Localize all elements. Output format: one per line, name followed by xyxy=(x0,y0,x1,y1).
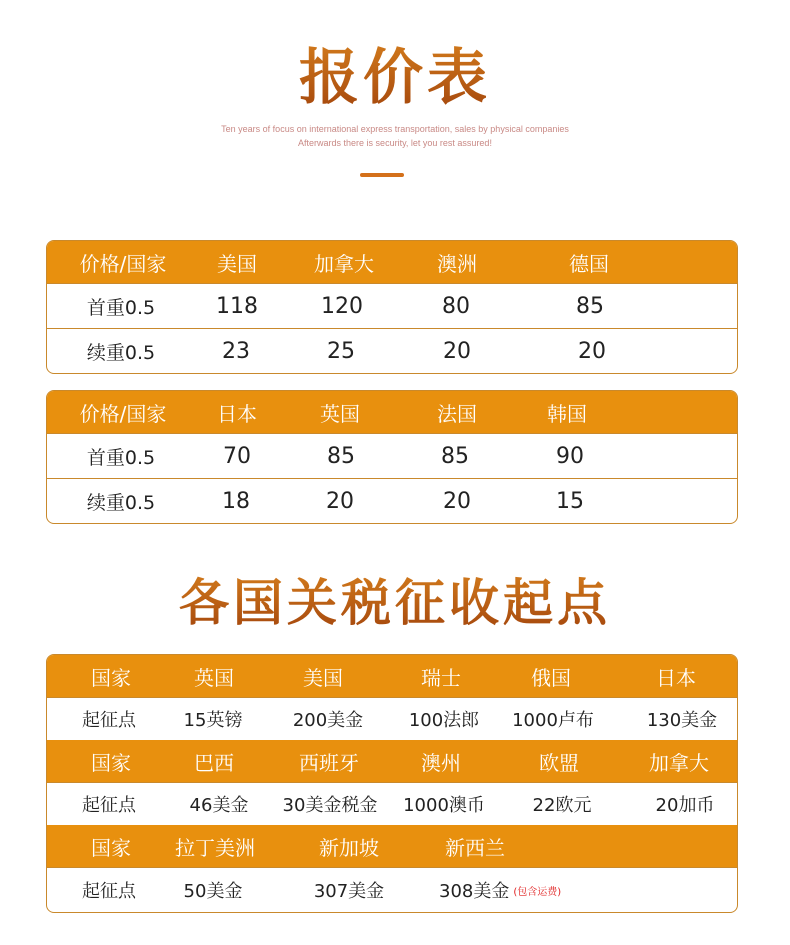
header-cell: 拉丁美洲 xyxy=(175,835,255,860)
row-label: 续重0.5 xyxy=(86,491,156,514)
subtitle-line-2: Afterwards there is security, let you rest assured! xyxy=(298,138,492,148)
table-cell: 46美金 xyxy=(189,795,249,816)
table-cell: 90 xyxy=(556,443,584,469)
table-cell: 22欧元 xyxy=(532,795,592,816)
table-cell: 30美金税金 xyxy=(282,795,378,816)
table-cell: 18 xyxy=(222,488,250,514)
header-cell: 俄国 xyxy=(531,665,571,690)
header-cell: 新加坡 xyxy=(319,835,379,860)
header-cell: 西班牙 xyxy=(299,750,359,775)
header-cell: 加拿大 xyxy=(314,251,374,276)
row-label: 起征点 xyxy=(82,881,136,902)
shipping-included-note: (包含运费) xyxy=(513,886,562,898)
header-cell: 澳州 xyxy=(421,750,461,775)
price-table-1 xyxy=(46,240,738,374)
header-cell: 巴西 xyxy=(194,750,234,775)
header-cell: 澳洲 xyxy=(437,251,477,276)
table-row xyxy=(47,478,737,523)
row-label: 续重0.5 xyxy=(86,341,156,364)
row-label: 起征点 xyxy=(82,795,136,816)
table-cell: 85 xyxy=(327,443,355,469)
header-cell: 价格/国家 xyxy=(79,401,167,426)
row-label: 首重0.5 xyxy=(86,296,156,319)
table-cell: 15英镑 xyxy=(183,710,243,731)
header-cell: 韩国 xyxy=(547,401,587,426)
row-label: 首重0.5 xyxy=(86,446,156,469)
header-cell: 日本 xyxy=(656,665,696,690)
table-cell: 80 xyxy=(442,293,470,319)
row-label: 起征点 xyxy=(82,710,136,731)
header-cell: 英国 xyxy=(320,401,360,426)
table-cell: 20 xyxy=(443,488,471,514)
table-cell: 50美金 xyxy=(183,881,243,902)
header-cell: 国家 xyxy=(91,750,131,775)
table-row xyxy=(47,328,737,373)
table-cell: 200美金 xyxy=(292,710,364,731)
table-row xyxy=(47,867,737,912)
header-cell: 美国 xyxy=(217,251,257,276)
table-cell: 70 xyxy=(223,443,251,469)
table-cell: 307美金 xyxy=(313,881,385,902)
table-cell: 25 xyxy=(327,338,355,364)
header-cell: 新西兰 xyxy=(445,835,505,860)
header-cell: 日本 xyxy=(217,401,257,426)
table-cell: 20 xyxy=(578,338,606,364)
table-cell: 20加币 xyxy=(655,795,715,816)
table-cell: 118 xyxy=(216,293,258,319)
section-title-tax: 各国关税征收起点 xyxy=(0,563,790,635)
table-row xyxy=(47,697,737,740)
table-cell: 1000卢布 xyxy=(512,710,594,731)
header-cell: 美国 xyxy=(303,665,343,690)
table-cell: 1000澳币 xyxy=(403,795,485,816)
tax-threshold-table xyxy=(46,654,738,913)
table-cell: 23 xyxy=(222,338,250,364)
table-header-row xyxy=(47,241,737,283)
header-cell: 英国 xyxy=(194,665,234,690)
table-cell: 20 xyxy=(326,488,354,514)
header-cell: 德国 xyxy=(569,251,609,276)
table-row xyxy=(47,283,737,328)
subtitle-line-1: Ten years of focus on international express transportation, sales by physical companies xyxy=(221,124,569,134)
table-cell: 100法郎 xyxy=(408,710,480,731)
table-cell: 120 xyxy=(321,293,363,319)
header-cell: 法国 xyxy=(437,401,477,426)
header-cell: 价格/国家 xyxy=(79,251,167,276)
table-header-row xyxy=(47,740,737,782)
table-cell: 130美金 xyxy=(646,710,718,731)
table-header-row xyxy=(47,825,737,867)
table-cell: 20 xyxy=(443,338,471,364)
header-cell: 瑞士 xyxy=(421,665,461,690)
title-divider xyxy=(360,173,404,177)
page-title: 报价表 xyxy=(0,30,790,116)
header-cell: 国家 xyxy=(91,665,131,690)
header-cell: 国家 xyxy=(91,835,131,860)
table-row xyxy=(47,782,737,825)
price-table-2 xyxy=(46,390,738,524)
table-cell: 85 xyxy=(576,293,604,319)
table-row xyxy=(47,433,737,478)
table-cell: 85 xyxy=(441,443,469,469)
header-cell: 加拿大 xyxy=(649,750,709,775)
table-cell-with-note xyxy=(439,868,561,912)
table-cell: 308美金 xyxy=(439,881,510,902)
header-cell: 欧盟 xyxy=(539,750,579,775)
table-header-row xyxy=(47,391,737,433)
table-header-row xyxy=(47,655,737,697)
table-cell: 15 xyxy=(556,488,584,514)
